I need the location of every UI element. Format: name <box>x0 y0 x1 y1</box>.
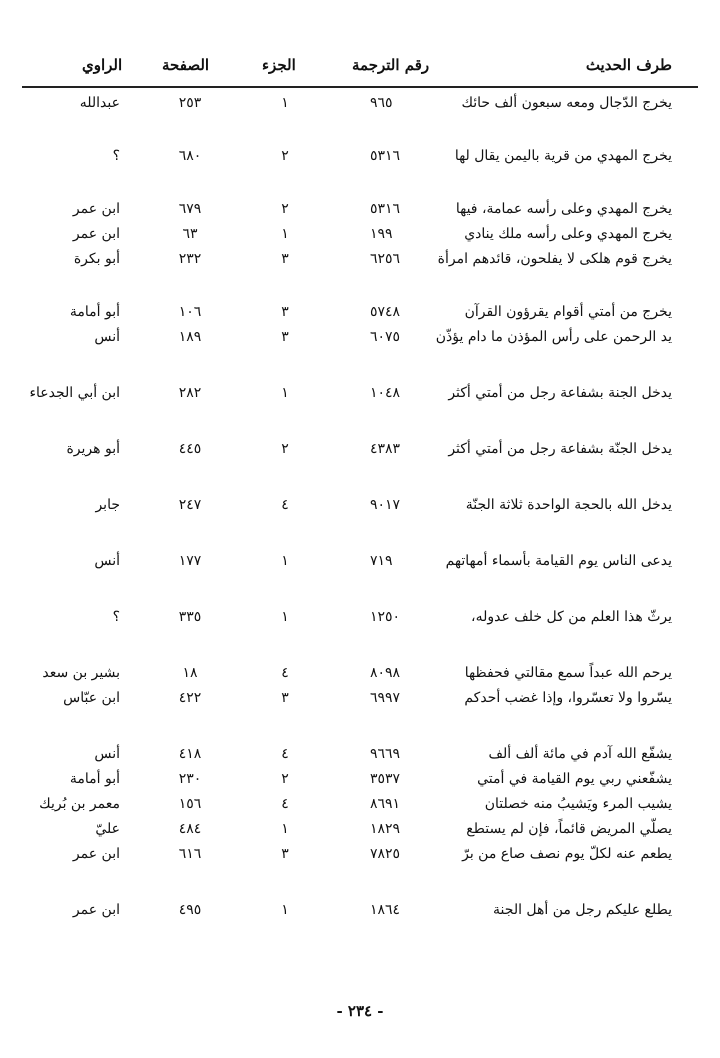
narrator: ابن عمر <box>72 226 120 242</box>
narrator: ؟ <box>112 609 120 625</box>
narrator: معمر بن بُريك <box>39 796 120 812</box>
narrator: ابن عمر <box>72 201 120 217</box>
page-footer-number: - ٢٣٤ - <box>336 1002 384 1020</box>
translation-number: ١٠٤٨ <box>370 385 401 401</box>
narrator: أنس <box>94 329 120 345</box>
narrator: ابن عبّاس <box>63 690 120 706</box>
translation-number: ٩٦٥ <box>370 95 393 111</box>
hadith-text: يدخل الجنة بشفاعة رجل من أمتي أكثر <box>448 385 672 401</box>
page-number: ١٠٦ <box>178 304 202 320</box>
page-number: ٦٨٠ <box>178 148 202 164</box>
page-number: ٣٣٥ <box>178 609 202 625</box>
table-row <box>0 660 720 685</box>
page-number: ١٥٦ <box>178 796 202 812</box>
page-number: ٢٥٣ <box>178 95 202 111</box>
page-number: ٤٤٥ <box>178 441 202 457</box>
translation-number: ٦٩٩٧ <box>370 690 401 706</box>
narrator: أبو بكرة <box>73 251 120 267</box>
hadith-text: يخرج الدّجال ومعه سبعون ألف حائك <box>461 95 672 111</box>
part-number: ٤ <box>281 796 289 812</box>
translation-number: ٦٠٧٥ <box>370 329 401 345</box>
table-row <box>0 548 720 604</box>
hadith-text: يرثّ هذا العلم من كل خلف عدوله، <box>471 609 672 625</box>
part-number: ١ <box>281 385 289 401</box>
header-page: الصفحة <box>162 56 210 74</box>
translation-number: ٥٧٤٨ <box>370 304 401 320</box>
translation-number: ١٨٦٤ <box>370 902 401 918</box>
hadith-text: يطلع عليكم رجل من أهل الجنة <box>493 902 672 918</box>
translation-number: ٥٣١٦ <box>370 201 401 217</box>
page-number: ٤٩٥ <box>178 902 202 918</box>
hadith-text: يشفّع الله آدم في مائة ألف ألف <box>488 746 672 762</box>
table-row <box>0 604 720 660</box>
page-number: ١٨٩ <box>178 329 202 345</box>
page-number: ٤١٨ <box>178 746 202 762</box>
translation-number: ٣٥٣٧ <box>370 771 401 787</box>
narrator: أبو هريرة <box>66 441 120 457</box>
hadith-text: يشفّعني ربي يوم القيامة في أمتي <box>477 771 672 787</box>
part-number: ٢ <box>281 441 289 457</box>
table-row <box>0 324 720 380</box>
part-number: ٢ <box>281 771 289 787</box>
narrator: ابن أبي الجدعاء <box>29 385 120 401</box>
hadith-text: يخرج المهدي وعلى رأسه عمامة، فيها <box>455 201 672 217</box>
narrator: جابر <box>95 497 120 513</box>
table-row <box>0 766 720 791</box>
part-number: ١ <box>281 902 289 918</box>
narrator: ؟ <box>112 148 120 164</box>
narrator: أنس <box>94 746 120 762</box>
table-row <box>0 196 720 221</box>
table-row <box>0 791 720 816</box>
part-number: ٣ <box>281 251 289 267</box>
table-row <box>0 380 720 436</box>
page-number: ٦١٦ <box>178 846 202 862</box>
narrator: عليّ <box>95 821 120 837</box>
part-number: ٣ <box>281 690 289 706</box>
narrator: عبدالله <box>79 95 120 111</box>
table-row <box>0 685 720 741</box>
table-row <box>0 90 720 143</box>
table-row <box>0 221 720 246</box>
translation-number: ٧٨٢٥ <box>370 846 401 862</box>
hadith-text: يدخل الله بالحجة الواحدة ثلاثة الجنّة <box>465 497 672 513</box>
table-row <box>0 897 720 922</box>
translation-number: ٤٣٨٣ <box>370 441 401 457</box>
hadith-text: يخرج قوم هلكى لا يفلحون، قائدهم امرأة <box>437 251 672 267</box>
hadith-text: يصلّي المريض قائماً، فإن لم يستطع <box>466 821 672 837</box>
narrator: بشير بن سعد <box>42 665 120 681</box>
page-number: ٦٣ <box>182 226 198 242</box>
hadith-text: يشيب المرء ويَشيبُ منه خصلتان <box>484 796 672 812</box>
page-number: ١٨ <box>182 665 198 681</box>
narrator: ابن عمر <box>72 846 120 862</box>
translation-number: ١٩٩ <box>370 226 393 242</box>
page-number: ٢٣٠ <box>178 771 202 787</box>
page-number: ٢٨٢ <box>178 385 202 401</box>
page-number: ٤٢٢ <box>178 690 202 706</box>
page-number: ٢٤٧ <box>178 497 202 513</box>
translation-number: ١٨٢٩ <box>370 821 401 837</box>
header-narrator: الراوي <box>82 56 123 74</box>
header-rule <box>22 86 698 88</box>
translation-number: ٦٢٥٦ <box>370 251 401 267</box>
header-translation-no: رقم الترجمة <box>352 56 430 74</box>
index-table <box>0 90 720 922</box>
table-row <box>0 841 720 897</box>
hadith-text: يخرج المهدي من قرية باليمن يقال لها <box>454 148 672 164</box>
table-row <box>0 436 720 492</box>
table-row <box>0 816 720 841</box>
translation-number: ٨٦٩١ <box>370 796 401 812</box>
narrator: أبو أمامة <box>69 771 120 787</box>
part-number: ٤ <box>281 665 289 681</box>
table-row <box>0 143 720 196</box>
table-row <box>0 299 720 324</box>
header-part: الجزء <box>262 56 296 74</box>
hadith-text: يخرج المهدي وعلى رأسه ملك ينادي <box>464 226 672 242</box>
part-number: ٣ <box>281 304 289 320</box>
hadith-text: يطعم عنه لكلّ يوم نصف صاع من برّ <box>462 846 672 862</box>
hadith-text: يدخل الجنّة بشفاعة رجل من أمتي أكثر <box>448 441 672 457</box>
narrator: أبو أمامة <box>69 304 120 320</box>
table-row <box>0 246 720 299</box>
hadith-text: يدعى الناس يوم القيامة بأسماء أمهاتهم <box>445 553 672 569</box>
translation-number: ٨٠٩٨ <box>370 665 401 681</box>
part-number: ١ <box>281 553 289 569</box>
hadith-text: يخرج من أمتي أقوام يقرؤون القرآن <box>464 304 672 320</box>
part-number: ٣ <box>281 846 289 862</box>
hadith-text: يد الرحمن على رأس المؤذن ما دام يؤذّن <box>435 329 672 345</box>
part-number: ٣ <box>281 329 289 345</box>
translation-number: ٧١٩ <box>370 553 393 569</box>
translation-number: ١٢٥٠ <box>370 609 401 625</box>
part-number: ٤ <box>281 746 289 762</box>
part-number: ١ <box>281 226 289 242</box>
translation-number: ٥٣١٦ <box>370 148 401 164</box>
part-number: ١ <box>281 609 289 625</box>
page-number: ٢٣٢ <box>178 251 202 267</box>
part-number: ٤ <box>281 497 289 513</box>
part-number: ١ <box>281 821 289 837</box>
part-number: ٢ <box>281 201 289 217</box>
narrator: ابن عمر <box>72 902 120 918</box>
translation-number: ٩٠١٧ <box>370 497 401 513</box>
table-row <box>0 741 720 766</box>
page-number: ٦٧٩ <box>178 201 202 217</box>
page-number: ٤٨٤ <box>178 821 202 837</box>
hadith-text: يسّروا ولا تعسّروا، وإذا غضب أحدكم <box>464 690 672 706</box>
header-hadith: طرف الحديث <box>585 56 672 74</box>
page-number: ١٧٧ <box>178 553 202 569</box>
part-number: ٢ <box>281 148 289 164</box>
translation-number: ٩٦٦٩ <box>370 746 401 762</box>
hadith-text: يرحم الله عبداً سمع مقالتي فحفظها <box>464 665 672 681</box>
narrator: أنس <box>94 553 120 569</box>
part-number: ١ <box>281 95 289 111</box>
table-row <box>0 492 720 548</box>
